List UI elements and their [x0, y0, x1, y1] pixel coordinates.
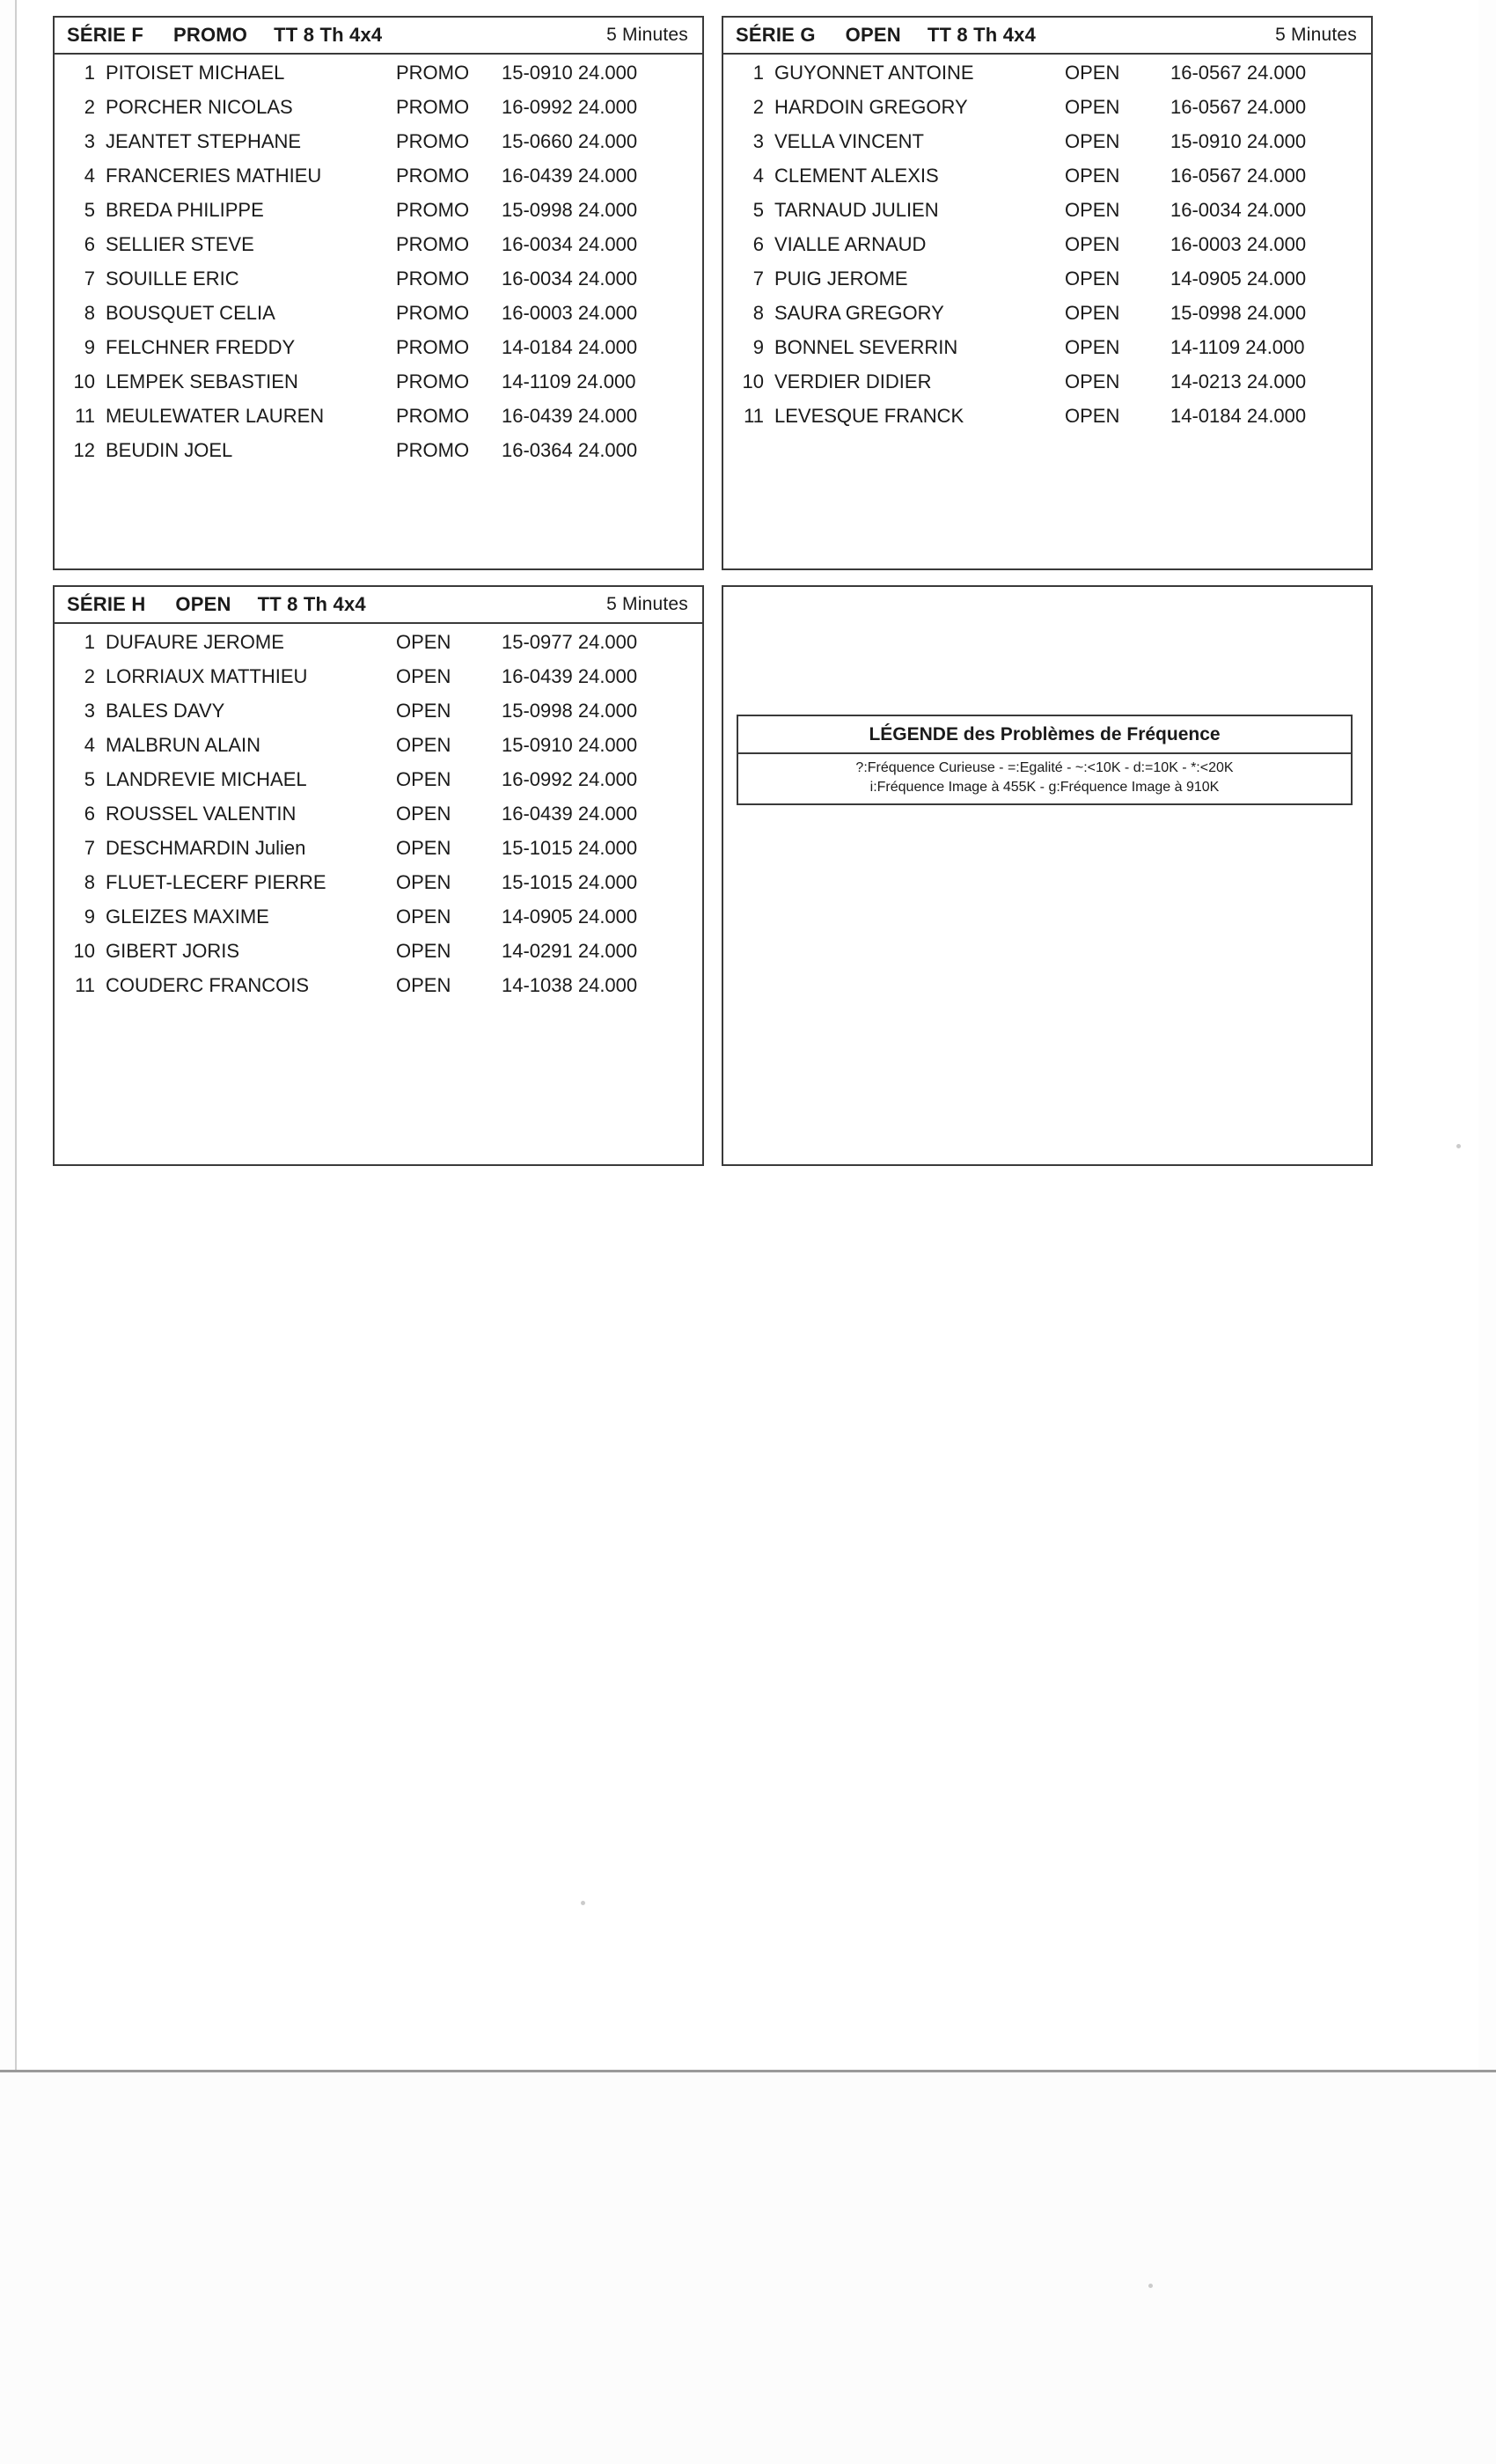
entry-name: PITOISET MICHAEL: [106, 62, 285, 84]
entry-number: 5: [752, 199, 764, 221]
entry-frequency: 14-1038 24.000: [502, 974, 638, 996]
entry-category: PROMO: [396, 165, 470, 187]
list-item: [55, 700, 702, 734]
entry-category: OPEN: [1065, 370, 1120, 392]
entry-category: OPEN: [1065, 165, 1120, 187]
entry-number: 10: [73, 940, 95, 962]
entry-name: ROUSSEL VALENTIN: [106, 803, 297, 825]
entry-frequency: 15-0910 24.000: [1170, 130, 1307, 152]
entry-name: PUIG JEROME: [774, 268, 908, 290]
duration-label: 5 Minutes: [606, 25, 688, 45]
entry-number: 9: [752, 336, 764, 358]
entry-list: [723, 55, 1371, 439]
entry-frequency: 14-1109 24.000: [1170, 336, 1305, 358]
entry-name: SOUILLE ERIC: [106, 268, 239, 290]
entry-frequency: 16-0439 24.000: [502, 665, 638, 687]
entry-number: 4: [84, 165, 95, 187]
list-item: [55, 268, 702, 302]
entry-category: OPEN: [396, 700, 451, 722]
entry-frequency: 14-0184 24.000: [1170, 405, 1307, 427]
list-item: [55, 734, 702, 768]
panel-legend-container: [722, 585, 1373, 1166]
list-item: [723, 405, 1371, 439]
entry-number: 8: [752, 302, 764, 324]
entry-number: 4: [84, 734, 95, 756]
entry-category: OPEN: [396, 974, 451, 996]
list-item: [55, 370, 702, 405]
entry-list: [55, 55, 702, 473]
entry-name: GLEIZES MAXIME: [106, 906, 269, 928]
entry-number: 1: [752, 62, 764, 84]
paper-background-below: [0, 2072, 1496, 2464]
panel-header: [723, 18, 1371, 55]
list-item: [723, 165, 1371, 199]
list-item: [55, 96, 702, 130]
entry-number: 6: [84, 233, 95, 255]
legend-box: [737, 715, 1353, 805]
list-item: [55, 940, 702, 974]
list-item: [55, 62, 702, 96]
entry-frequency: 15-0660 24.000: [502, 130, 638, 152]
entry-number: 2: [752, 96, 764, 118]
entry-category: PROMO: [396, 199, 470, 221]
entry-number: 11: [75, 974, 95, 996]
entry-name: LORRIAUX MATTHIEU: [106, 665, 308, 687]
list-item: [55, 165, 702, 199]
entry-name: VIALLE ARNAUD: [774, 233, 927, 255]
serie-label: SÉRIE H: [67, 593, 146, 615]
list-item: [55, 439, 702, 473]
entry-category: OPEN: [396, 803, 451, 825]
entry-name: HARDOIN GREGORY: [774, 96, 968, 118]
entry-frequency: 16-0439 24.000: [502, 803, 638, 825]
scan-speck: [581, 1901, 585, 1905]
entry-number: 8: [84, 302, 95, 324]
entry-number: 3: [752, 130, 764, 152]
entry-frequency: 14-0184 24.000: [502, 336, 638, 358]
entry-name: BOUSQUET CELIA: [106, 302, 275, 324]
entry-frequency: 16-0567 24.000: [1170, 62, 1307, 84]
list-item: [723, 302, 1371, 336]
entry-name: BONNEL SEVERRIN: [774, 336, 958, 358]
entry-name: BEUDIN JOEL: [106, 439, 233, 461]
entry-frequency: 14-0905 24.000: [502, 906, 638, 928]
entry-name: MALBRUN ALAIN: [106, 734, 261, 756]
paper-left-edge: [15, 0, 17, 2070]
entry-number: 10: [742, 370, 764, 392]
entry-number: 9: [84, 906, 95, 928]
entry-category: OPEN: [1065, 233, 1120, 255]
class-label: TT 8 Th 4x4: [257, 593, 366, 615]
entry-name: VELLA VINCENT: [774, 130, 924, 152]
entry-name: SAURA GREGORY: [774, 302, 944, 324]
entry-number: 3: [84, 130, 95, 152]
list-item: [55, 974, 702, 1008]
entry-number: 5: [84, 768, 95, 790]
entry-name: LEVESQUE FRANCK: [774, 405, 964, 427]
entry-name: BREDA PHILIPPE: [106, 199, 264, 221]
entry-number: 11: [744, 405, 764, 427]
list-item: [55, 302, 702, 336]
list-item: [55, 631, 702, 665]
entry-frequency: 16-0364 24.000: [502, 439, 638, 461]
entry-name: DUFAURE JEROME: [106, 631, 284, 653]
list-item: [55, 199, 702, 233]
entry-number: 5: [84, 199, 95, 221]
entry-frequency: 15-0910 24.000: [502, 734, 638, 756]
class-label: TT 8 Th 4x4: [927, 24, 1037, 46]
entry-frequency: 14-0291 24.000: [502, 940, 638, 962]
list-item: [55, 405, 702, 439]
entry-category: PROMO: [396, 130, 470, 152]
class-label: TT 8 Th 4x4: [274, 24, 383, 46]
list-item: [55, 233, 702, 268]
entry-list: [55, 624, 702, 1008]
entry-category: PROMO: [396, 370, 470, 392]
entry-frequency: 16-0034 24.000: [502, 268, 638, 290]
entry-number: 11: [75, 405, 95, 427]
list-item: [723, 96, 1371, 130]
entry-category: OPEN: [1065, 96, 1120, 118]
entry-name: VERDIER DIDIER: [774, 370, 932, 392]
list-item: [723, 268, 1371, 302]
entry-category: OPEN: [396, 871, 451, 893]
entry-frequency: 15-0998 24.000: [1170, 302, 1307, 324]
entry-frequency: 16-0003 24.000: [502, 302, 638, 324]
entry-frequency: 14-0213 24.000: [1170, 370, 1307, 392]
scan-speck: [1456, 1144, 1461, 1148]
entry-number: 1: [84, 631, 95, 653]
entry-frequency: 15-0998 24.000: [502, 700, 638, 722]
panel-serie-h: [53, 585, 704, 1166]
legend-title: LÉGENDE des Problèmes de Fréquence: [738, 716, 1351, 754]
entry-category: OPEN: [396, 665, 451, 687]
list-item: [55, 871, 702, 906]
list-item: [723, 336, 1371, 370]
entry-frequency: 16-0034 24.000: [1170, 199, 1307, 221]
list-item: [55, 803, 702, 837]
entry-category: OPEN: [1065, 199, 1120, 221]
entry-frequency: 15-1015 24.000: [502, 871, 638, 893]
entry-category: PROMO: [396, 233, 470, 255]
entry-number: 7: [752, 268, 764, 290]
entry-category: OPEN: [1065, 130, 1120, 152]
list-item: [55, 336, 702, 370]
list-item: [723, 199, 1371, 233]
category-label: PROMO: [172, 24, 248, 46]
duration-label: 5 Minutes: [1275, 25, 1357, 45]
entry-name: DESCHMARDIN Julien: [106, 837, 306, 859]
entry-number: 6: [84, 803, 95, 825]
entry-number: 2: [84, 665, 95, 687]
entry-name: MEULEWATER LAUREN: [106, 405, 325, 427]
entry-frequency: 14-1109 24.000: [502, 370, 636, 392]
entry-name: JEANTET STEPHANE: [106, 130, 302, 152]
entry-name: LANDREVIE MICHAEL: [106, 768, 307, 790]
entry-category: PROMO: [396, 302, 470, 324]
entry-category: OPEN: [1065, 405, 1120, 427]
entry-category: OPEN: [396, 631, 451, 653]
entry-category: PROMO: [396, 62, 470, 84]
entry-frequency: 15-0977 24.000: [502, 631, 638, 653]
entry-category: OPEN: [396, 906, 451, 928]
list-item: [55, 768, 702, 803]
entry-category: OPEN: [396, 734, 451, 756]
entry-category: OPEN: [1065, 62, 1120, 84]
panel-serie-g: [722, 16, 1373, 570]
entry-number: 7: [84, 837, 95, 859]
panel-header: [55, 587, 702, 624]
entry-number: 10: [73, 370, 95, 392]
entry-frequency: 16-0992 24.000: [502, 768, 638, 790]
panel-serie-f: [53, 16, 704, 570]
entry-frequency: 15-0910 24.000: [502, 62, 638, 84]
entry-name: LEMPEK SEBASTIEN: [106, 370, 298, 392]
list-item: [55, 837, 702, 871]
entry-number: 2: [84, 96, 95, 118]
entry-category: PROMO: [396, 336, 470, 358]
serie-label: SÉRIE F: [67, 24, 143, 46]
entry-frequency: 15-1015 24.000: [502, 837, 638, 859]
entry-category: PROMO: [396, 439, 470, 461]
entry-category: OPEN: [1065, 336, 1120, 358]
entry-frequency: 16-0567 24.000: [1170, 165, 1307, 187]
entry-category: OPEN: [396, 940, 451, 962]
category-label: OPEN: [175, 593, 231, 615]
entry-frequency: 14-0905 24.000: [1170, 268, 1307, 290]
entry-name: SELLIER STEVE: [106, 233, 254, 255]
entry-category: PROMO: [396, 96, 470, 118]
list-item: [55, 665, 702, 700]
list-item: [723, 62, 1371, 96]
entry-number: 7: [84, 268, 95, 290]
entry-category: OPEN: [1065, 302, 1120, 324]
entry-category: PROMO: [396, 405, 470, 427]
entry-name: GIBERT JORIS: [106, 940, 240, 962]
entry-number: 8: [84, 871, 95, 893]
entry-frequency: 16-0003 24.000: [1170, 233, 1307, 255]
entry-name: COUDERC FRANCOIS: [106, 974, 310, 996]
category-label: OPEN: [845, 24, 901, 46]
panel-header: [55, 18, 702, 55]
list-item: [723, 130, 1371, 165]
list-item: [723, 370, 1371, 405]
entry-frequency: 16-0439 24.000: [502, 405, 638, 427]
entry-number: 12: [73, 439, 95, 461]
entry-frequency: 16-0992 24.000: [502, 96, 638, 118]
entry-frequency: 16-0567 24.000: [1170, 96, 1307, 118]
entry-name: FELCHNER FREDDY: [106, 336, 296, 358]
entry-name: CLEMENT ALEXIS: [774, 165, 939, 187]
entry-number: 1: [84, 62, 95, 84]
entry-number: 6: [752, 233, 764, 255]
entry-number: 3: [84, 700, 95, 722]
list-item: [723, 233, 1371, 268]
legend-line-2: i:Fréquence Image à 455K - g:Fréquence Image à 910K: [869, 780, 1220, 795]
entry-category: OPEN: [396, 837, 451, 859]
entry-name: PORCHER NICOLAS: [106, 96, 293, 118]
entry-frequency: 16-0034 24.000: [502, 233, 638, 255]
entry-frequency: 15-0998 24.000: [502, 199, 638, 221]
entry-name: FLUET-LECERF PIERRE: [106, 871, 326, 893]
entry-category: OPEN: [396, 768, 451, 790]
scan-speck: [1148, 2284, 1153, 2288]
entry-category: PROMO: [396, 268, 470, 290]
entry-category: OPEN: [1065, 268, 1120, 290]
entry-name: TARNAUD JULIEN: [774, 199, 939, 221]
legend-line-1: ?:Fréquence Curieuse - =:Egalité - ~:<10K - d:=10K - *:<20K: [855, 760, 1234, 775]
list-item: [55, 906, 702, 940]
entry-name: FRANCERIES MATHIEU: [106, 165, 322, 187]
entry-name: GUYONNET ANTOINE: [774, 62, 974, 84]
entry-name: BALES DAVY: [106, 700, 225, 722]
entry-number: 9: [84, 336, 95, 358]
list-item: [55, 130, 702, 165]
duration-label: 5 Minutes: [606, 594, 688, 614]
entry-number: 4: [752, 165, 764, 187]
entry-frequency: 16-0439 24.000: [502, 165, 638, 187]
serie-label: SÉRIE G: [736, 24, 816, 46]
